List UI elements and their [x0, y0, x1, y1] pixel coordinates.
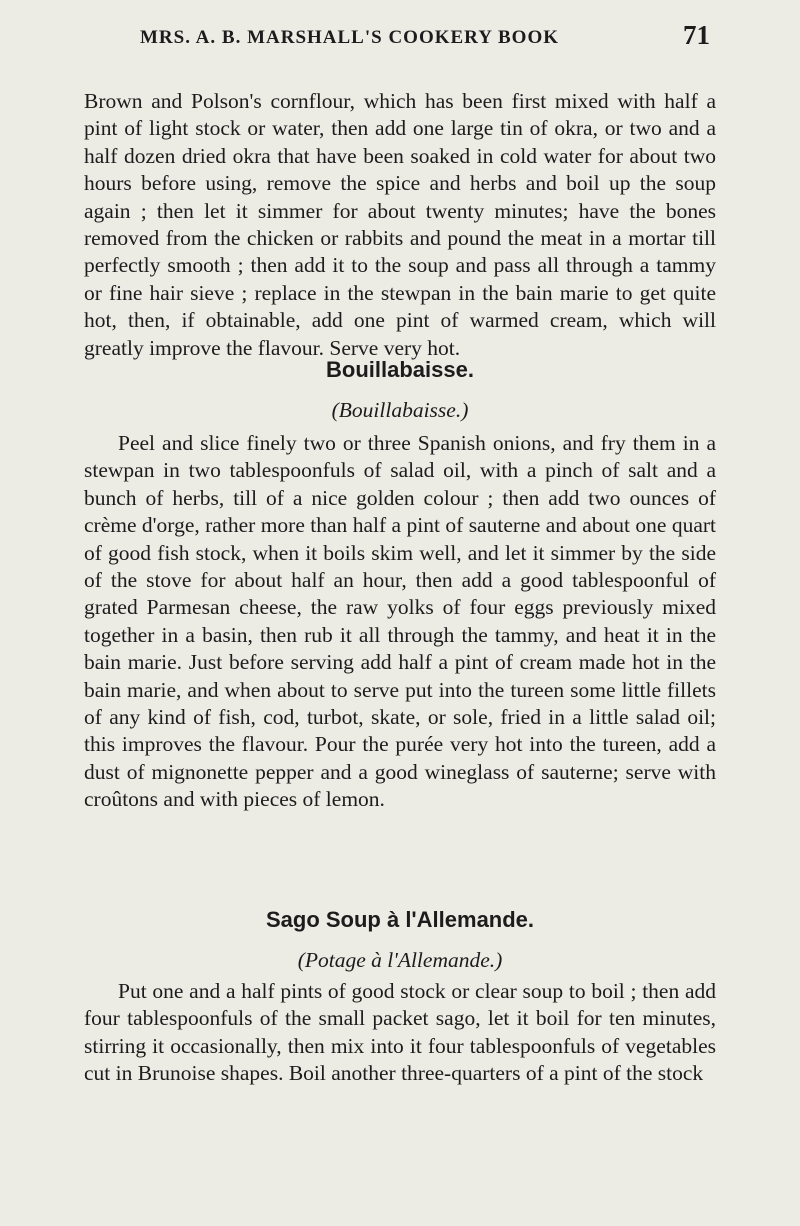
recipe-title-bouillabaisse: Bouillabaisse.: [326, 357, 474, 382]
running-head: [140, 12, 710, 52]
recipe-title-sago-soup: Sago Soup à l'Allemande.: [265, 907, 535, 932]
continuation-paragraph: Brown and Polson's cornflour, which has been first mixed with half a pint of light stock or water, then add one large tin of okra, or two and a half dozen dried okra that have been soaked in cold water for about two hours before using, remove the spice and herbs and boil up the soup again ; then let it simmer for about twenty minutes; have the bones removed from the chicken or rabbits and pound the meat in a mortar till perfectly smooth ; then add it to the soup and pass all through a tammy or fine hair sieve ; replace in the stewpan in the bain marie to get quite hot, then, if obtainable, add one pint of warmed cream, which will greatly improve the flavour. Serve very hot.: [84, 89, 716, 360]
recipe-body-sago-soup: Put one and a half pints of good stock or clear soup to boil ; then add four tablespoonfuls of the small packet sago, let it boil for ten minutes, stirring it occasionally, then mix into it four tablespoonfuls of vegetables cut in Brunoise shapes. Boil another three-quarters of a pint of the stock: [84, 979, 716, 1086]
running-title: MRS. A. B. MARSHALL'S COOKERY BOOK: [140, 27, 560, 48]
recipe-subtitle-sago-soup: (Potage à l'Allemande.): [297, 948, 503, 972]
recipe-body-bouillabaisse: Peel and slice finely two or three Spanish onions, and fry them in a stewpan in two tablespoonfuls of salad oil, with a pinch of salt and a bunch of herbs, till of a nice golden colour ; then add two ounces of crème d'orge, rather more than half a pint of sauterne and about one quart of good fish stock, when it boils skim well, and let it simmer by the side of the stove for about half an hour, then add a good tablespoonful of grated Parmesan cheese, the raw yolks of four eggs previously mixed together in a basin, then rub it all through the tammy, and heat it in the bain marie. Just before serving add half a pint of cream made hot in the bain marie, and when about to serve put into the tureen some little fillets of any kind of fish, cod, turbot, skate, or sole, fried in a little salad oil; this improves the flavour. Pour the purée very hot into the tureen, add a dust of mignonette pepper and a good wineglass of sauterne; serve with croûtons and with pieces of lemon.: [84, 431, 716, 812]
recipe-subtitle-bouillabaisse: (Bouillabaisse.): [331, 398, 469, 422]
page-number: 71: [683, 20, 710, 50]
